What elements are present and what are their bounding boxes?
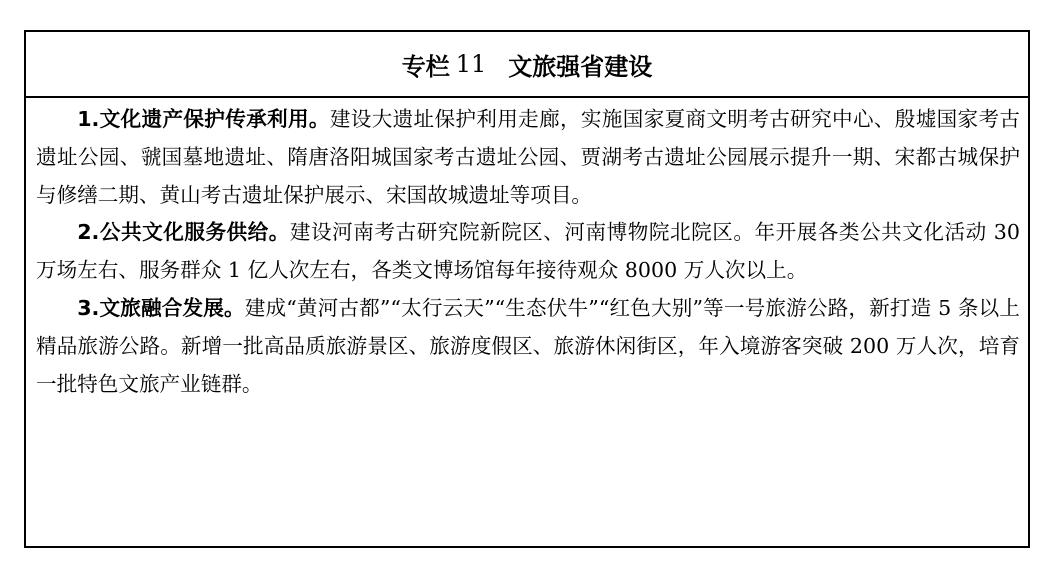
section-text: 建设大遗址保护利用走廊，实施国家夏商文明考古研究中心、殷墟国家考古遗址公园、虢国墓地遗址、隋唐洛阳城国家考古遗址公园、贾湖考古遗址公园展示提升一期、宋都古城保护与修缮二期、黄山考古遗址保护展示、宋国故城遗址等项目。 [36,107,1021,207]
section-heading: 2.公共文化服务供给。 [77,220,290,245]
column-title: 文旅强省建设 [508,52,653,81]
section-heading: 1.文化遗产保护传承利用。 [77,107,330,131]
section-text: 建成“黄河古都”“太行云天”“生态伏牛”“红色大别”等一号旅游公路，新打造 5 条以上精品旅游公路。新增一批高品质旅游景区、旅游度假区、旅游休闲街区，年入境游客突破 200 万人次，培育一批特色文旅产业链群。 [36,295,1020,396]
section-heading: 3.文旅融合发展。 [77,295,245,320]
section-text: 建设河南考古研究院新院区、河南博物院北院区。年开展各类公共文化活动 30 万场左右、服务群众 1 亿人次左右，各类文博场馆每年接待观众 8000 万人次以上。 [36,220,1020,283]
column-label: 专栏 [401,52,450,81]
section-paragraph [36,214,1020,290]
column-box [24,30,1030,548]
column-header [26,32,1028,98]
column-number: 11 [455,50,487,78]
section-paragraph [36,290,1020,403]
section-paragraph [36,101,1020,214]
column-content [26,98,1028,403]
